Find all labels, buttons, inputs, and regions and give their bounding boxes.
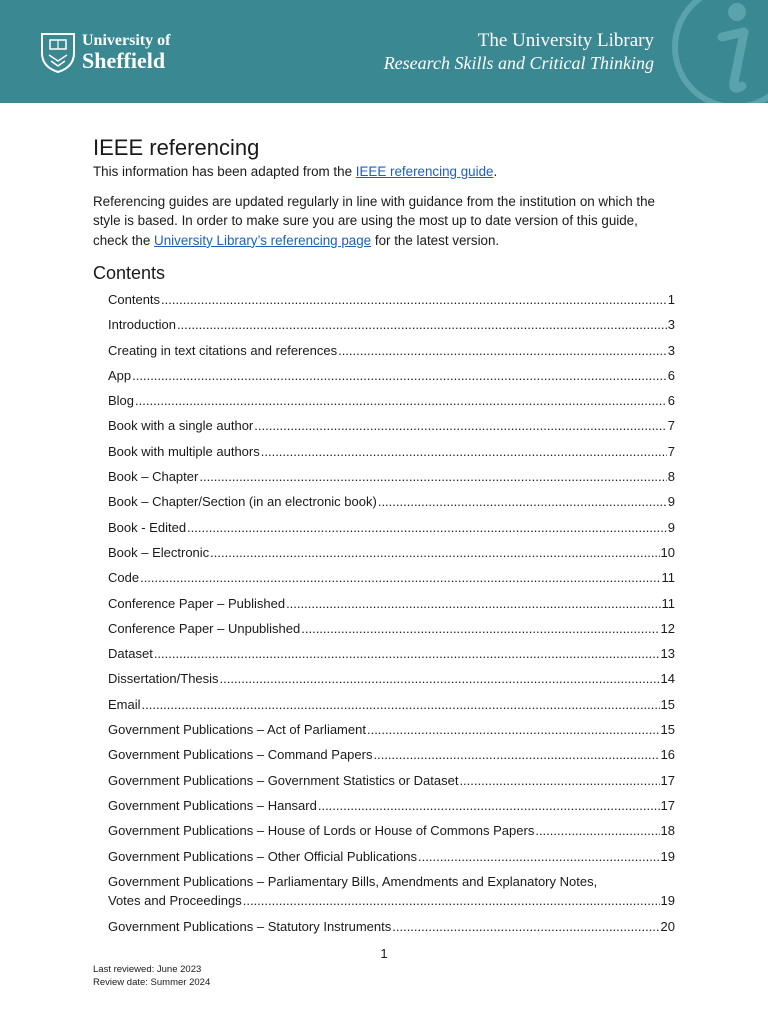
toc-dot-leader bbox=[210, 543, 659, 563]
update-notice-suffix: for the latest version. bbox=[371, 232, 500, 248]
toc-entry[interactable] bbox=[108, 391, 675, 416]
toc-dot-leader bbox=[535, 821, 659, 841]
toc-entry[interactable] bbox=[108, 796, 675, 821]
toc-entry-label: Government Publications – Other Official Publications bbox=[108, 848, 418, 864]
toc-dot-leader bbox=[254, 416, 667, 436]
toc-entry-row bbox=[108, 619, 675, 639]
toc-entry-page: 8 bbox=[667, 469, 675, 485]
toc-dot-leader bbox=[286, 594, 660, 614]
toc-entry-label: Government Publications – Statutory Instruments bbox=[108, 918, 392, 934]
toc-dot-leader bbox=[199, 467, 666, 487]
page-number: 1 bbox=[380, 946, 388, 961]
toc-entry-label: Government Publications – Hansard bbox=[108, 797, 317, 813]
university-logo[interactable] bbox=[40, 31, 170, 73]
toc-entry-page: 15 bbox=[660, 722, 675, 738]
toc-entry-label: Contents bbox=[108, 292, 161, 307]
toc-dot-leader bbox=[378, 492, 667, 512]
toc-entry-row bbox=[108, 745, 675, 765]
toc-entry-page: 6 bbox=[667, 393, 675, 409]
toc-entry[interactable] bbox=[108, 720, 675, 745]
toc-entry[interactable] bbox=[108, 594, 675, 619]
toc-entry-page: 13 bbox=[660, 646, 675, 662]
intro-text: This information has been adapted from the bbox=[93, 164, 356, 179]
toc-entry-label: Book – Chapter bbox=[108, 469, 199, 485]
toc-entry[interactable] bbox=[108, 644, 675, 669]
toc-entry-page: 11 bbox=[661, 570, 675, 586]
document-body bbox=[93, 134, 675, 286]
toc-entry-page: 17 bbox=[660, 772, 675, 788]
toc-entry-row bbox=[108, 720, 675, 740]
toc-entry[interactable] bbox=[108, 315, 675, 340]
toc-dot-leader bbox=[154, 644, 660, 664]
university-crest-icon bbox=[40, 31, 76, 73]
toc-dot-leader bbox=[301, 619, 659, 639]
toc-entry[interactable] bbox=[108, 341, 675, 366]
toc-entry-page: 18 bbox=[660, 823, 675, 839]
banner-title-block bbox=[384, 30, 654, 74]
toc-entry-row bbox=[108, 821, 675, 841]
toc-dot-leader bbox=[318, 796, 660, 816]
toc-entry-label: Dissertation/Thesis bbox=[108, 671, 219, 687]
toc-entry[interactable] bbox=[108, 366, 675, 391]
toc-dot-leader bbox=[135, 391, 667, 411]
toc-dot-leader bbox=[459, 771, 659, 791]
toc-dot-leader bbox=[392, 917, 659, 937]
toc-entry-label: Dataset bbox=[108, 646, 153, 662]
toc-entry-page: 10 bbox=[660, 544, 675, 560]
toc-entry[interactable] bbox=[108, 821, 675, 846]
toc-entry-row bbox=[108, 467, 675, 487]
last-reviewed: Last reviewed: June 2023 bbox=[93, 964, 202, 975]
toc-entry-label: Blog bbox=[108, 393, 135, 409]
review-footer bbox=[93, 963, 210, 989]
toc-dot-leader bbox=[261, 442, 667, 462]
toc-entry-page: 14 bbox=[660, 671, 675, 687]
logo-line-2: Sheffield bbox=[82, 47, 166, 73]
toc-entry[interactable] bbox=[108, 568, 675, 593]
info-icon bbox=[670, 0, 768, 103]
ieee-guide-link[interactable]: IEEE referencing guide bbox=[355, 164, 494, 179]
toc-entry-page: 19 bbox=[660, 893, 675, 909]
logo-wordmark bbox=[82, 33, 170, 72]
toc-entry-page: 7 bbox=[667, 418, 675, 434]
toc-entry[interactable] bbox=[108, 619, 675, 644]
intro-suffix: . bbox=[493, 164, 498, 179]
toc-entry-page: 20 bbox=[660, 918, 675, 934]
toc-entry-row bbox=[108, 695, 675, 715]
toc-dot-leader bbox=[220, 669, 660, 689]
toc-entry-page: 7 bbox=[667, 443, 675, 459]
toc-entry-page: 11 bbox=[661, 595, 675, 611]
toc-entry[interactable] bbox=[108, 695, 675, 720]
table-of-contents bbox=[108, 290, 675, 942]
toc-entry-row bbox=[108, 669, 675, 689]
toc-entry-page: 17 bbox=[660, 797, 675, 813]
toc-entry-row bbox=[108, 442, 675, 462]
toc-entry-row bbox=[108, 771, 675, 791]
review-date: Review date: Summer 2024 bbox=[93, 977, 211, 988]
toc-entry-label: Conference Paper – Unpublished bbox=[108, 620, 301, 636]
toc-entry[interactable] bbox=[108, 290, 675, 315]
toc-dot-leader bbox=[132, 366, 667, 386]
toc-entry-label: Code bbox=[108, 570, 140, 586]
library-banner bbox=[0, 0, 768, 103]
toc-entry-row bbox=[108, 543, 675, 563]
toc-entry-row bbox=[108, 366, 675, 386]
toc-dot-leader bbox=[177, 315, 667, 335]
banner-subtitle: Research Skills and Critical Thinking bbox=[383, 53, 654, 73]
toc-entry-label: Creating in text citations and references bbox=[108, 342, 338, 358]
update-notice-text: Referencing guides are updated regularly in line with guidance from the institution on which the style is based. In order to make sure you are using the most up to date version of this guide, check the bbox=[93, 193, 656, 248]
toc-entry-page: 12 bbox=[660, 620, 675, 636]
toc-entry-label: Conference Paper – Published bbox=[108, 595, 286, 611]
toc-entry[interactable] bbox=[108, 669, 675, 694]
contents-heading: Contents bbox=[93, 263, 166, 284]
toc-entry-row bbox=[108, 568, 675, 588]
page-title: IEEE referencing bbox=[93, 135, 260, 160]
toc-entry[interactable] bbox=[108, 442, 675, 467]
banner-title: The University Library bbox=[477, 30, 654, 51]
toc-entry[interactable] bbox=[108, 518, 675, 543]
toc-entry-row bbox=[108, 315, 675, 335]
toc-entry-label: Book - Edited bbox=[108, 519, 187, 535]
toc-entry-page: 3 bbox=[667, 317, 675, 333]
toc-entry[interactable] bbox=[108, 416, 675, 441]
toc-entry-label: Government Publications – Command Papers bbox=[108, 747, 373, 763]
toc-entry-row bbox=[108, 290, 675, 310]
toc-entry-page: 19 bbox=[660, 848, 675, 864]
toc-entry[interactable] bbox=[108, 467, 675, 492]
toc-entry-label: Introduction bbox=[108, 317, 176, 333]
toc-entry-page: 9 bbox=[667, 494, 675, 510]
toc-entry[interactable] bbox=[108, 917, 675, 942]
toc-entry-page: 3 bbox=[667, 342, 675, 358]
toc-entry-row bbox=[108, 594, 675, 614]
toc-entry-row bbox=[108, 518, 675, 538]
toc-entry-label-continued: Votes and Proceedings bbox=[108, 893, 242, 909]
toc-entry-row bbox=[108, 341, 675, 361]
toc-entry-page: 15 bbox=[660, 696, 675, 712]
toc-entry-row bbox=[108, 917, 675, 937]
toc-dot-leader bbox=[418, 847, 660, 867]
toc-entry[interactable] bbox=[108, 872, 675, 917]
logo-line-1: University of bbox=[82, 31, 171, 49]
toc-entry-label: Book with multiple authors bbox=[108, 443, 260, 459]
toc-dot-leader bbox=[187, 518, 667, 538]
toc-entry-page: 16 bbox=[660, 747, 675, 763]
toc-entry-label: Book with a single author bbox=[108, 418, 254, 434]
toc-entry-page: 1 bbox=[667, 292, 675, 307]
toc-entry[interactable] bbox=[108, 543, 675, 568]
intro-paragraph bbox=[93, 162, 675, 182]
toc-entry-page: 9 bbox=[667, 519, 675, 535]
referencing-page-link[interactable]: University Library’s referencing page bbox=[154, 232, 372, 248]
toc-entry[interactable] bbox=[108, 492, 675, 517]
toc-entry-row bbox=[108, 492, 675, 512]
toc-dot-leader bbox=[373, 745, 659, 765]
toc-entry[interactable] bbox=[108, 745, 675, 770]
toc-entry-row bbox=[108, 391, 675, 411]
toc-entry[interactable] bbox=[108, 847, 675, 872]
toc-entry-label: Government Publications – Government Statistics or Dataset bbox=[108, 772, 459, 788]
toc-entry-label: Government Publications – House of Lords or House of Commons Papers bbox=[108, 823, 535, 839]
toc-dot-leader bbox=[140, 568, 660, 588]
toc-entry-row bbox=[108, 891, 675, 911]
toc-entry-label: Government Publications – Parliamentary Bills, Amendments and Explanatory Notes, bbox=[108, 873, 598, 889]
toc-entry-label: Book – Chapter/Section (in an electronic book) bbox=[108, 494, 377, 510]
toc-entry-row bbox=[108, 416, 675, 436]
toc-dot-leader bbox=[142, 695, 660, 715]
toc-dot-leader bbox=[338, 341, 667, 361]
toc-entry-label: Government Publications – Act of Parliament bbox=[108, 722, 366, 738]
toc-dot-leader bbox=[161, 290, 667, 310]
toc-entry-label: Email bbox=[108, 696, 141, 712]
toc-entry-label: App bbox=[108, 367, 132, 383]
toc-entry[interactable] bbox=[108, 771, 675, 796]
toc-dot-leader bbox=[367, 720, 660, 740]
toc-dot-leader bbox=[243, 891, 660, 911]
toc-entry-row bbox=[108, 644, 675, 664]
update-notice-paragraph bbox=[93, 192, 675, 251]
toc-entry-row bbox=[108, 847, 675, 867]
toc-entry-page: 6 bbox=[667, 367, 675, 383]
toc-entry-label: Book – Electronic bbox=[108, 544, 210, 560]
toc-entry-row bbox=[108, 796, 675, 816]
